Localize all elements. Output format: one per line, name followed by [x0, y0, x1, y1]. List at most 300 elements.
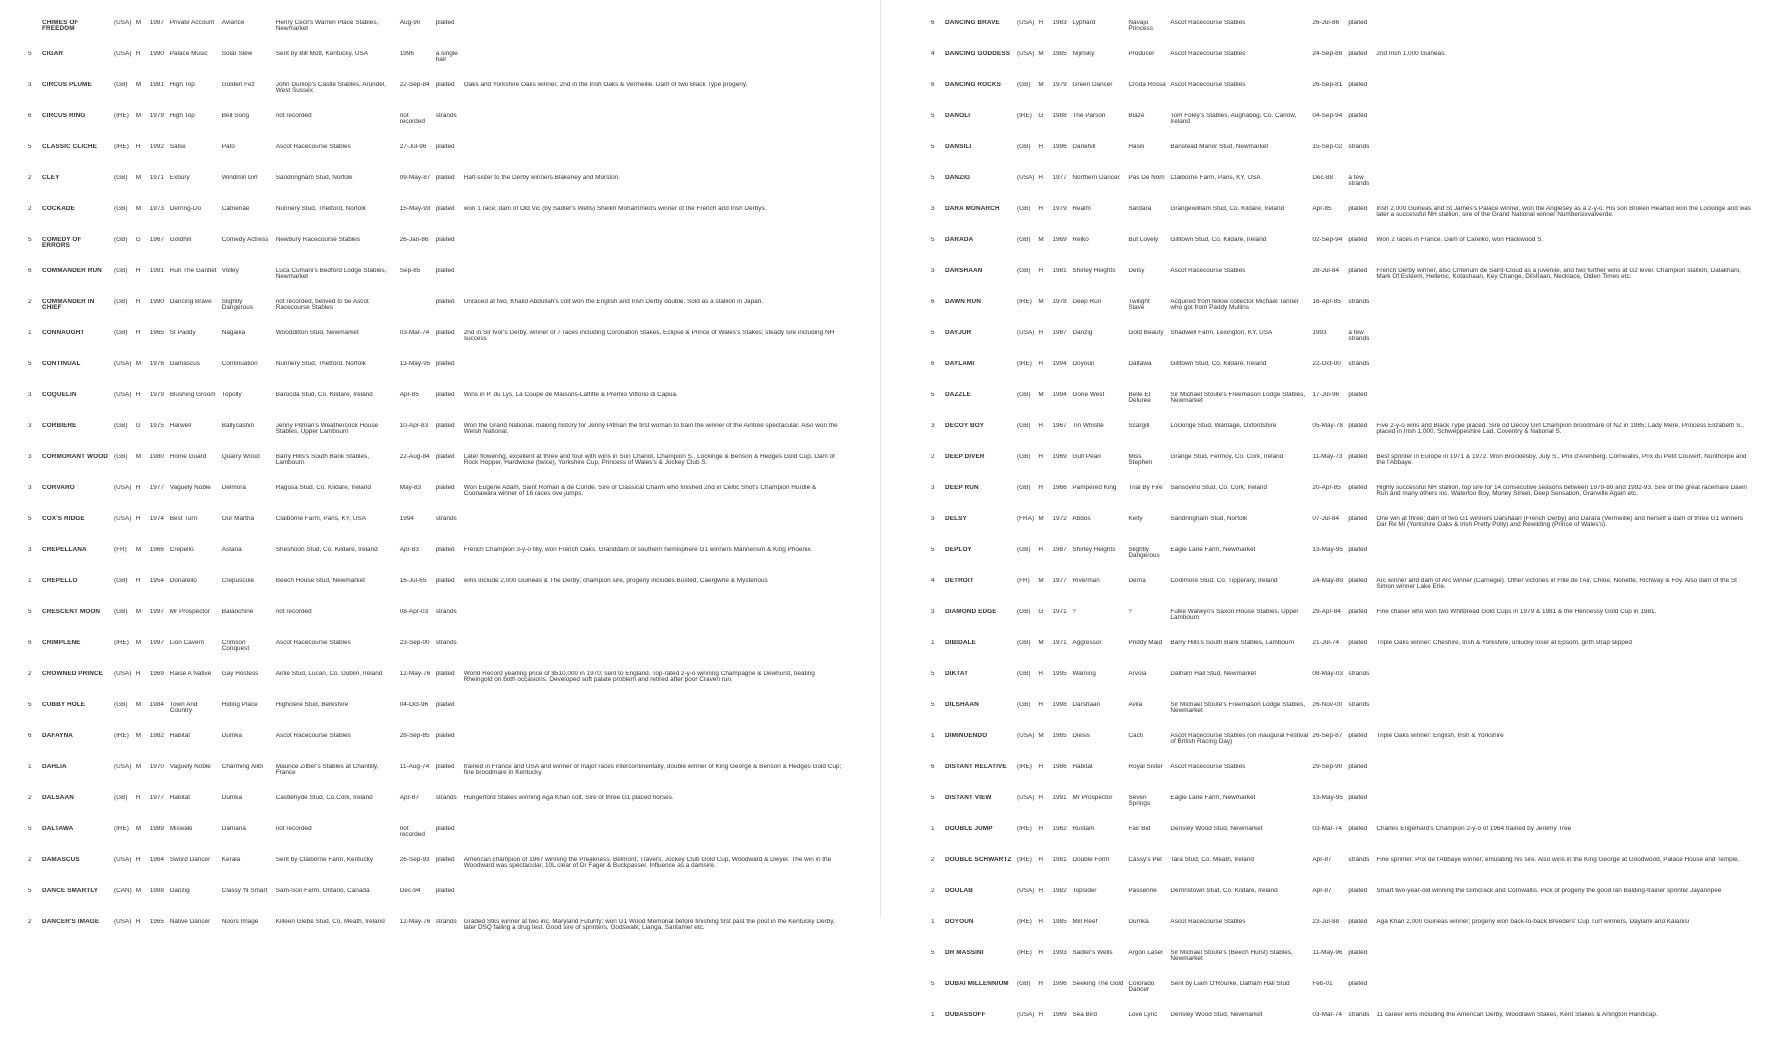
horse-number: 1	[931, 640, 935, 646]
collection-location: Sandringham Stud, Norfolk	[275, 175, 353, 181]
horse-name: COX'S RIDGE	[42, 516, 85, 522]
horse-name: DARADA	[945, 237, 974, 243]
origin-code: (GB)	[1017, 144, 1031, 150]
horse-entry-row	[929, 671, 1756, 702]
foaled-year: 1976	[149, 361, 164, 367]
sex-code: H	[1038, 268, 1044, 274]
foaled-year: 1977	[1052, 175, 1067, 181]
origin-code: (GB)	[1017, 702, 1031, 708]
horse-number: 5	[931, 113, 935, 119]
sire-name: Salse	[169, 144, 186, 150]
collection-location: Eagle Lane Farm, Newmarket	[1170, 547, 1256, 553]
collection-location: Ragusa Stud, Co. Kildare, Ireland	[275, 485, 371, 491]
dam-name: Balanchine	[221, 609, 254, 615]
race-notes: Triple Oaks winner: Cheshire, Irish & Yorkshire, unlucky loser at Epsom, girth strap slipped	[1376, 640, 1632, 646]
dam-name: Cacti	[1128, 733, 1143, 739]
foaled-year: 1969	[1052, 1012, 1067, 1018]
origin-code: (IRE)	[1017, 361, 1032, 367]
dam-name: ?	[1128, 609, 1132, 615]
horse-name: DELSY	[945, 516, 967, 522]
origin-code: (GB)	[114, 609, 128, 615]
sex-code: H	[1038, 795, 1044, 801]
horse-entry-row	[26, 454, 846, 485]
race-notes: Won Eugene Adam, Saint Roman & de Conde. Sire of Classical Charm who finished 2nd in Celtic Shot's Champion Hurdle & Coonawara winner of 16 races ove jumps.	[463, 485, 817, 498]
origin-code: (IRE)	[114, 826, 129, 832]
horse-number: 3	[931, 485, 935, 491]
collection-date: 26-Sep-81	[1312, 82, 1343, 88]
horse-entry-row	[929, 423, 1756, 454]
origin-code: (USA)	[114, 764, 132, 770]
dam-name: Arvola	[1128, 671, 1147, 677]
foaled-year: 1967	[149, 237, 164, 243]
collection-date: 15-May-93	[399, 206, 431, 212]
horse-name: COCKADE	[42, 206, 76, 212]
collection-date: 22-Aug-84	[399, 454, 430, 460]
collection-date: 11-Aug-74	[399, 764, 430, 770]
horse-entry-row	[26, 268, 846, 299]
horse-number: 5	[28, 702, 32, 708]
collection-location: Derisley Wood Stud, Newmarket	[1170, 826, 1263, 832]
sex-code: M	[135, 547, 142, 553]
foaled-year: 1981	[149, 268, 164, 274]
horse-entry-row	[929, 20, 1756, 51]
collection-location: Sent by Claiborne Farm, Kentucky	[275, 857, 374, 863]
dam-name: Priddy Maid	[1128, 640, 1163, 646]
horse-name: COMMANDER RUN	[42, 268, 102, 274]
sire-name: Habitat	[1072, 764, 1093, 770]
collection-date: 27-Jul-96	[399, 144, 427, 150]
horse-name: DANSILI	[945, 144, 972, 150]
horse-entry-row	[26, 578, 846, 609]
horse-name: DETROIT	[945, 578, 974, 584]
foaled-year: 1969	[1052, 454, 1067, 460]
horse-name: DUBASSOFF	[945, 1012, 986, 1018]
origin-code: (GB)	[114, 795, 128, 801]
collection-location: Acquired from fellow collector Michael Tanner who got from Paddy Mullins	[1170, 299, 1299, 312]
collection-location: Derrinstown Stud, Co. Kildare, Ireland	[1170, 888, 1278, 894]
horse-name: CRESCENT MOON	[42, 609, 101, 615]
race-notes	[462, 702, 846, 733]
foaled-year: 1965	[149, 330, 164, 336]
collection-location: Banstead Manor Stud, Newmarket	[1170, 144, 1269, 150]
dam-name: Noors Image	[221, 919, 259, 925]
origin-code: (GB)	[114, 423, 128, 429]
sire-name: Danzig	[169, 888, 190, 894]
horse-name: DECOY BOY	[945, 423, 985, 429]
sire-name: Mr Prospector	[169, 609, 210, 615]
sire-name: Donatello	[169, 578, 197, 584]
foaled-year: 1971	[1052, 640, 1067, 646]
foaled-year: 1979	[1052, 206, 1067, 212]
collection-date: 22-Oct-00	[1312, 361, 1341, 367]
horse-number: 3	[28, 82, 32, 88]
horse-entry-row	[929, 361, 1756, 392]
race-notes: wins include 2,000 Guineas & The Derby; champion sire, progeny includes Busted, Caergwrle & Mysterious	[463, 578, 768, 584]
collection-location: Claiborne Farm, Paris, KY, USA	[275, 516, 366, 522]
horse-number: 5	[931, 671, 935, 677]
collection-location: Grange Stud, Fermoy, Co. Cork, Ireland	[1170, 454, 1284, 460]
collection-location: Coolmore Stud, Co. Tipperary, Ireland	[1170, 578, 1278, 584]
sire-name: Relko	[1072, 237, 1089, 243]
horse-entry-row	[26, 361, 846, 392]
origin-code: (CAN)	[114, 888, 132, 894]
collection-date: 12-May-76	[399, 919, 431, 925]
foaled-year: 1992	[149, 144, 164, 150]
sex-code: M	[1038, 82, 1044, 88]
dam-name: Hasili	[1128, 144, 1145, 150]
collection-location: not recorded	[275, 609, 312, 615]
collection-date: 02-Sep-94	[1312, 237, 1343, 243]
dam-name: Quarry Wood	[221, 454, 260, 460]
horse-number: 5	[931, 175, 935, 181]
collection-location: Derisley Wood Stud, Newmarket	[1170, 1012, 1263, 1018]
horse-name: DANCING BRAVE	[945, 20, 1000, 26]
foaled-year: 1996	[1052, 144, 1067, 150]
horse-entry-row	[929, 454, 1756, 485]
horse-number: 5	[931, 237, 935, 243]
horse-entry-row	[26, 206, 846, 237]
hair-type: plaited	[1348, 950, 1368, 956]
horse-number: 2	[931, 888, 935, 894]
origin-code: (FR)	[1017, 578, 1030, 584]
sex-code: H	[135, 299, 141, 305]
dam-name: Hiding Place	[221, 702, 258, 708]
collection-location: Henry Cecil's Warren Place Stables, Newmarket	[275, 20, 379, 33]
collection-location: Killeen Glebe Stud, Co. Meath, Ireland	[275, 919, 385, 925]
horse-entry-row	[26, 299, 846, 330]
collection-date: 10-Apr-83	[399, 423, 429, 429]
race-notes	[1374, 950, 1756, 981]
race-notes	[1374, 392, 1756, 423]
foaled-year: 1982	[149, 733, 164, 739]
sex-code: H	[135, 578, 141, 584]
hair-type: plaited	[1348, 733, 1368, 739]
collection-date: 26-Sep-93	[399, 857, 430, 863]
collection-location: Ascot Racecourse Stables	[1170, 51, 1246, 57]
race-notes	[1374, 299, 1756, 330]
sire-name: Native Dancer	[169, 919, 211, 925]
horse-entry-row	[26, 20, 846, 51]
sex-code: H	[1038, 20, 1044, 26]
foaled-year: 1985	[1052, 51, 1067, 57]
horse-number: 3	[28, 454, 32, 460]
collection-location: Ascot Racecourse Stables	[1170, 82, 1246, 88]
race-notes: Half-sister to the Derby winners Blakeney and Morston.	[463, 175, 621, 181]
hair-type: plaited	[435, 268, 455, 274]
foaled-year: 1988	[1052, 113, 1067, 119]
horse-number: 1	[931, 826, 935, 832]
collection-date: May-83	[399, 485, 422, 491]
foaled-year: 1980	[149, 454, 164, 460]
dam-name: Continuation	[221, 361, 258, 367]
foaled-year: 1984	[149, 702, 164, 708]
dam-name: Daltawa	[1128, 361, 1152, 367]
dam-name: Sardara	[1128, 206, 1152, 212]
dam-name: Our Martha	[221, 516, 255, 522]
race-notes: 2nd Irish 1,000 Guineas.	[1376, 51, 1447, 57]
hair-type: plaited	[435, 299, 455, 305]
horse-entry-row	[929, 516, 1756, 547]
horse-entry-row	[929, 640, 1756, 671]
dam-name: Astana	[221, 547, 242, 553]
horse-number: 5	[28, 361, 32, 367]
foaled-year: 1990	[149, 299, 164, 305]
collection-date: 08-Apr-03	[399, 609, 429, 615]
horse-name: CLEY	[42, 175, 60, 181]
race-notes: Arc winner and dam of Arc winner (Carnegie). Other victories in Fille de l'Air, Chloe, Nonette, Richway & Foy. Also dam of the St Simon winner Lake Erie.	[1376, 578, 1737, 591]
horse-name: CREPELLANA	[42, 547, 87, 553]
right-rows	[929, 20, 1756, 1043]
foaled-year: 1962	[1052, 826, 1067, 832]
collection-date: 11-May-73	[1312, 454, 1343, 460]
hair-type: plaited	[1348, 20, 1368, 26]
sex-code: M	[1038, 299, 1044, 305]
origin-code: (GB)	[1017, 609, 1031, 615]
horse-name: DAZZLE	[945, 392, 971, 398]
hair-type: strands	[1348, 299, 1370, 305]
origin-code: (IRE)	[1017, 826, 1032, 832]
sex-code: M	[1038, 51, 1044, 57]
hair-type: plaited	[435, 826, 455, 832]
sex-code: G	[1038, 113, 1044, 119]
dam-name: Dumka	[1128, 919, 1149, 925]
origin-code: (USA)	[1017, 51, 1035, 57]
race-notes	[462, 51, 846, 82]
collection-location: Eagle Lane Farm, Newmarket	[1170, 795, 1256, 801]
race-notes	[1374, 671, 1756, 702]
hair-type: a few strands	[1348, 175, 1370, 188]
hair-type: plaited	[1348, 547, 1368, 553]
race-notes	[1374, 82, 1756, 113]
sire-name: Seeking The Gold	[1072, 981, 1124, 987]
horse-number: 5	[931, 795, 935, 801]
collection-date: Apr-85	[1312, 206, 1332, 212]
horse-entry-row	[929, 82, 1756, 113]
collection-location: Ascot Racecourse Stables (on inaugural Festival of British Racing Day)	[1170, 733, 1309, 746]
foaled-year: 1971	[149, 175, 164, 181]
horse-number: 2	[28, 857, 32, 863]
horse-name: DALTAWA	[42, 826, 74, 832]
horse-number: 1	[28, 578, 32, 584]
origin-code: (IRE)	[1017, 764, 1032, 770]
horse-entry-row	[929, 268, 1756, 299]
hair-type: strands	[435, 609, 457, 615]
horse-number: 5	[931, 330, 935, 336]
collection-location: Claiborne Farm, Paris, KY, USA	[1170, 175, 1261, 181]
race-notes: Won 2 races in France. Dam of Carelko, won Hackwood S.	[1376, 237, 1544, 243]
horse-entry-row	[26, 144, 846, 175]
horse-entry-row	[929, 981, 1756, 1012]
hair-type: plaited	[435, 144, 455, 150]
race-notes	[1374, 361, 1756, 392]
horse-name: DARSHAAN	[945, 268, 983, 274]
dam-name: Colorado Dancer	[1128, 981, 1155, 994]
sire-name: Private Account	[169, 20, 215, 26]
origin-code: (GB)	[1017, 82, 1031, 88]
horse-entry-row	[26, 330, 846, 361]
left-rows	[26, 20, 846, 950]
horse-entry-row	[929, 609, 1756, 640]
horse-entry-row	[26, 485, 846, 516]
sex-code: M	[135, 888, 142, 894]
horse-name: DISTANT VIEW	[945, 795, 992, 801]
horse-entry-row	[929, 764, 1756, 795]
hair-type: plaited	[1348, 764, 1368, 770]
collection-date: 24-Sep-88	[1312, 51, 1343, 57]
hair-type: strands	[1348, 857, 1370, 863]
dam-name: Pato	[221, 144, 235, 150]
sire-name: Warning	[1072, 671, 1096, 677]
horse-name: CONTINUAL	[42, 361, 81, 367]
origin-code: (IRE)	[1017, 113, 1032, 119]
sire-name: Topsider	[1072, 888, 1097, 894]
race-notes: Highly successful NH stallion, top sire for 14 consecutive seasons between 1979-80 and 1992-93. Sire of the great racemare Dawn Run and many others inc. Waterloo Boy, Morley Street, Deep Sensation, Granville Again etc.	[1376, 485, 1747, 498]
sex-code: M	[135, 454, 142, 460]
sire-name: St Paddy	[169, 330, 196, 336]
sex-code: H	[135, 919, 141, 925]
sire-name: Gulf Pearl	[1072, 454, 1101, 460]
horse-number: 3	[28, 423, 32, 429]
origin-code: (FR)	[114, 547, 127, 553]
dam-name: Kelty	[1128, 516, 1143, 522]
sex-code: H	[1038, 764, 1044, 770]
horse-number: 6	[931, 299, 935, 305]
race-notes: Charles Engelhard's Champion 2-y-o of 1964 trained by Jeremy Tree	[1376, 826, 1572, 832]
sire-name: Lion Cavern	[169, 640, 205, 646]
collection-date: 16-Apr-85	[1312, 299, 1341, 305]
horse-entry-row	[929, 206, 1756, 237]
dam-name: Dumka	[221, 733, 242, 739]
race-notes	[462, 609, 846, 640]
race-notes	[1374, 547, 1756, 578]
collection-date: Apr-83	[399, 547, 419, 553]
origin-code: (GB)	[114, 702, 128, 708]
collection-date: 24-May-89	[1312, 578, 1343, 584]
horse-name: CREPELLO	[42, 578, 78, 584]
collection-location: Sent by Bill Mott, Kentucky, USA	[275, 51, 368, 57]
collection-location: Maurice Zilber's Stables at Chantilly, France	[275, 764, 379, 777]
sire-name: Mill Reef	[1072, 919, 1098, 925]
sex-code: H	[1038, 547, 1044, 553]
foaled-year: 1974	[149, 516, 164, 522]
dam-name: Comedy Actress	[221, 237, 269, 243]
collection-date: 21-Jul-74	[1312, 640, 1340, 646]
sex-code: H	[1038, 826, 1044, 832]
dam-name: Fair Bid	[1128, 826, 1151, 832]
sex-code: M	[1038, 733, 1044, 739]
foaled-year: 1996	[1052, 981, 1067, 987]
sire-name: Miswaki	[169, 826, 193, 832]
horse-name: CONNAUGHT	[42, 330, 85, 336]
origin-code: (GB)	[1017, 671, 1031, 677]
collection-location: not recorded, belived to be Ascot Racecourse Stables	[275, 299, 369, 312]
hair-type: plaited	[435, 423, 455, 429]
dam-name: Croda Rossa	[1128, 82, 1166, 88]
foaled-year: 1987	[149, 20, 164, 26]
horse-number: 5	[931, 547, 935, 553]
sire-name: Shirley Heights	[1072, 268, 1116, 274]
collection-date: Dec-94	[399, 888, 421, 894]
collection-location: Ascot Racecourse Stables	[275, 144, 351, 150]
race-notes: One win at three; dam of two G1 winners Darshaan (French Derby) and Darara (Vermeille) and herself a dam of three G1 winners Dar Re Mi (Yorkshire Oaks & Irish Pretty Polly) and Rewilding (Prince of Wales's).	[1376, 516, 1743, 529]
sex-code: H	[1038, 361, 1044, 367]
horse-number: 5	[28, 888, 32, 894]
dam-name: Nagaika	[221, 330, 246, 336]
race-notes: French Champion 3-y-o filly, won French Oaks. Granddam of southern hemisphere G1 winners Mannerism & King Phoenix.	[463, 547, 813, 553]
horse-name: DARA MONARCH	[945, 206, 1000, 212]
sire-name: Habitat	[169, 795, 190, 801]
collection-date: 26-Jul-86	[1312, 20, 1340, 26]
sex-code: H	[1038, 888, 1044, 894]
horse-name: DANCE SMARTLY	[42, 888, 99, 894]
origin-code: (IRE)	[1017, 857, 1032, 863]
foaled-year: 1972	[1052, 516, 1067, 522]
collection-location: Gilltown Stud, Co. Kildare, Ireland	[1170, 361, 1267, 367]
sex-code: H	[1038, 702, 1044, 708]
sex-code: M	[135, 361, 142, 367]
sire-name: Danehill	[1072, 144, 1096, 150]
horse-entry-row	[929, 113, 1756, 144]
collection-location: Sam-Son Farm, Ontario, Canada	[275, 888, 370, 894]
hair-type: plaited	[1348, 206, 1368, 212]
dam-name: Charming Alibi	[221, 764, 263, 770]
sex-code: H	[135, 857, 141, 863]
foaled-year: 1981	[1052, 857, 1067, 863]
sire-name: Darshaan	[1072, 702, 1101, 708]
race-notes	[462, 826, 846, 857]
dam-name: Twilight Slave	[1128, 299, 1150, 312]
collection-date: Apr-87	[399, 795, 419, 801]
foaled-year: 1998	[1052, 702, 1067, 708]
dam-name: Bell Song	[221, 113, 250, 119]
dam-name: Classy 'N Smart	[221, 888, 268, 894]
sire-name: Doyoun	[1072, 361, 1095, 367]
sex-code: M	[135, 20, 142, 26]
dam-name: Seven Springs	[1128, 795, 1151, 808]
sire-name: Goldhill	[169, 237, 192, 243]
race-notes: Triple Oaks winner: English, Irish & Yorkshire	[1376, 733, 1504, 739]
collection-date: 08-May-03	[1312, 671, 1343, 677]
collection-location: Ascot Racecourse Stables	[1170, 764, 1246, 770]
horse-name: DANCING ROCKS	[945, 82, 1001, 88]
origin-code: (USA)	[114, 485, 132, 491]
origin-code: (GB)	[114, 330, 128, 336]
collection-location: Barocda Stud, Co. Kildare, Ireland	[275, 392, 373, 398]
sex-code: H	[135, 392, 141, 398]
collection-date: 1996	[399, 51, 414, 57]
horse-number: 1	[931, 733, 935, 739]
foaled-year: 1991	[1052, 795, 1067, 801]
hair-type: plaited	[435, 702, 455, 708]
collection-date: not recorded	[399, 113, 425, 126]
horse-name: CUBBY HOLE	[42, 702, 86, 708]
dam-name: But Lovely	[1128, 237, 1159, 243]
hair-type: plaited	[435, 20, 455, 26]
collection-date: 28-Jul-84	[1312, 268, 1340, 274]
horse-number: 6	[28, 113, 32, 119]
foaled-year: 1967	[1052, 423, 1067, 429]
collection-location: Dalham Hall Stud, Newmarket	[1170, 671, 1256, 677]
sex-code: G	[1038, 609, 1044, 615]
hair-type: plaited	[435, 330, 455, 336]
sire-name: Run The Gantlet	[169, 268, 217, 274]
horse-entry-row	[26, 392, 846, 423]
left-page	[0, 0, 880, 932]
race-notes	[462, 237, 846, 268]
collection-location: Ascot Racecourse Stables	[1170, 268, 1246, 274]
race-notes	[462, 113, 846, 144]
sex-code: H	[1038, 423, 1044, 429]
